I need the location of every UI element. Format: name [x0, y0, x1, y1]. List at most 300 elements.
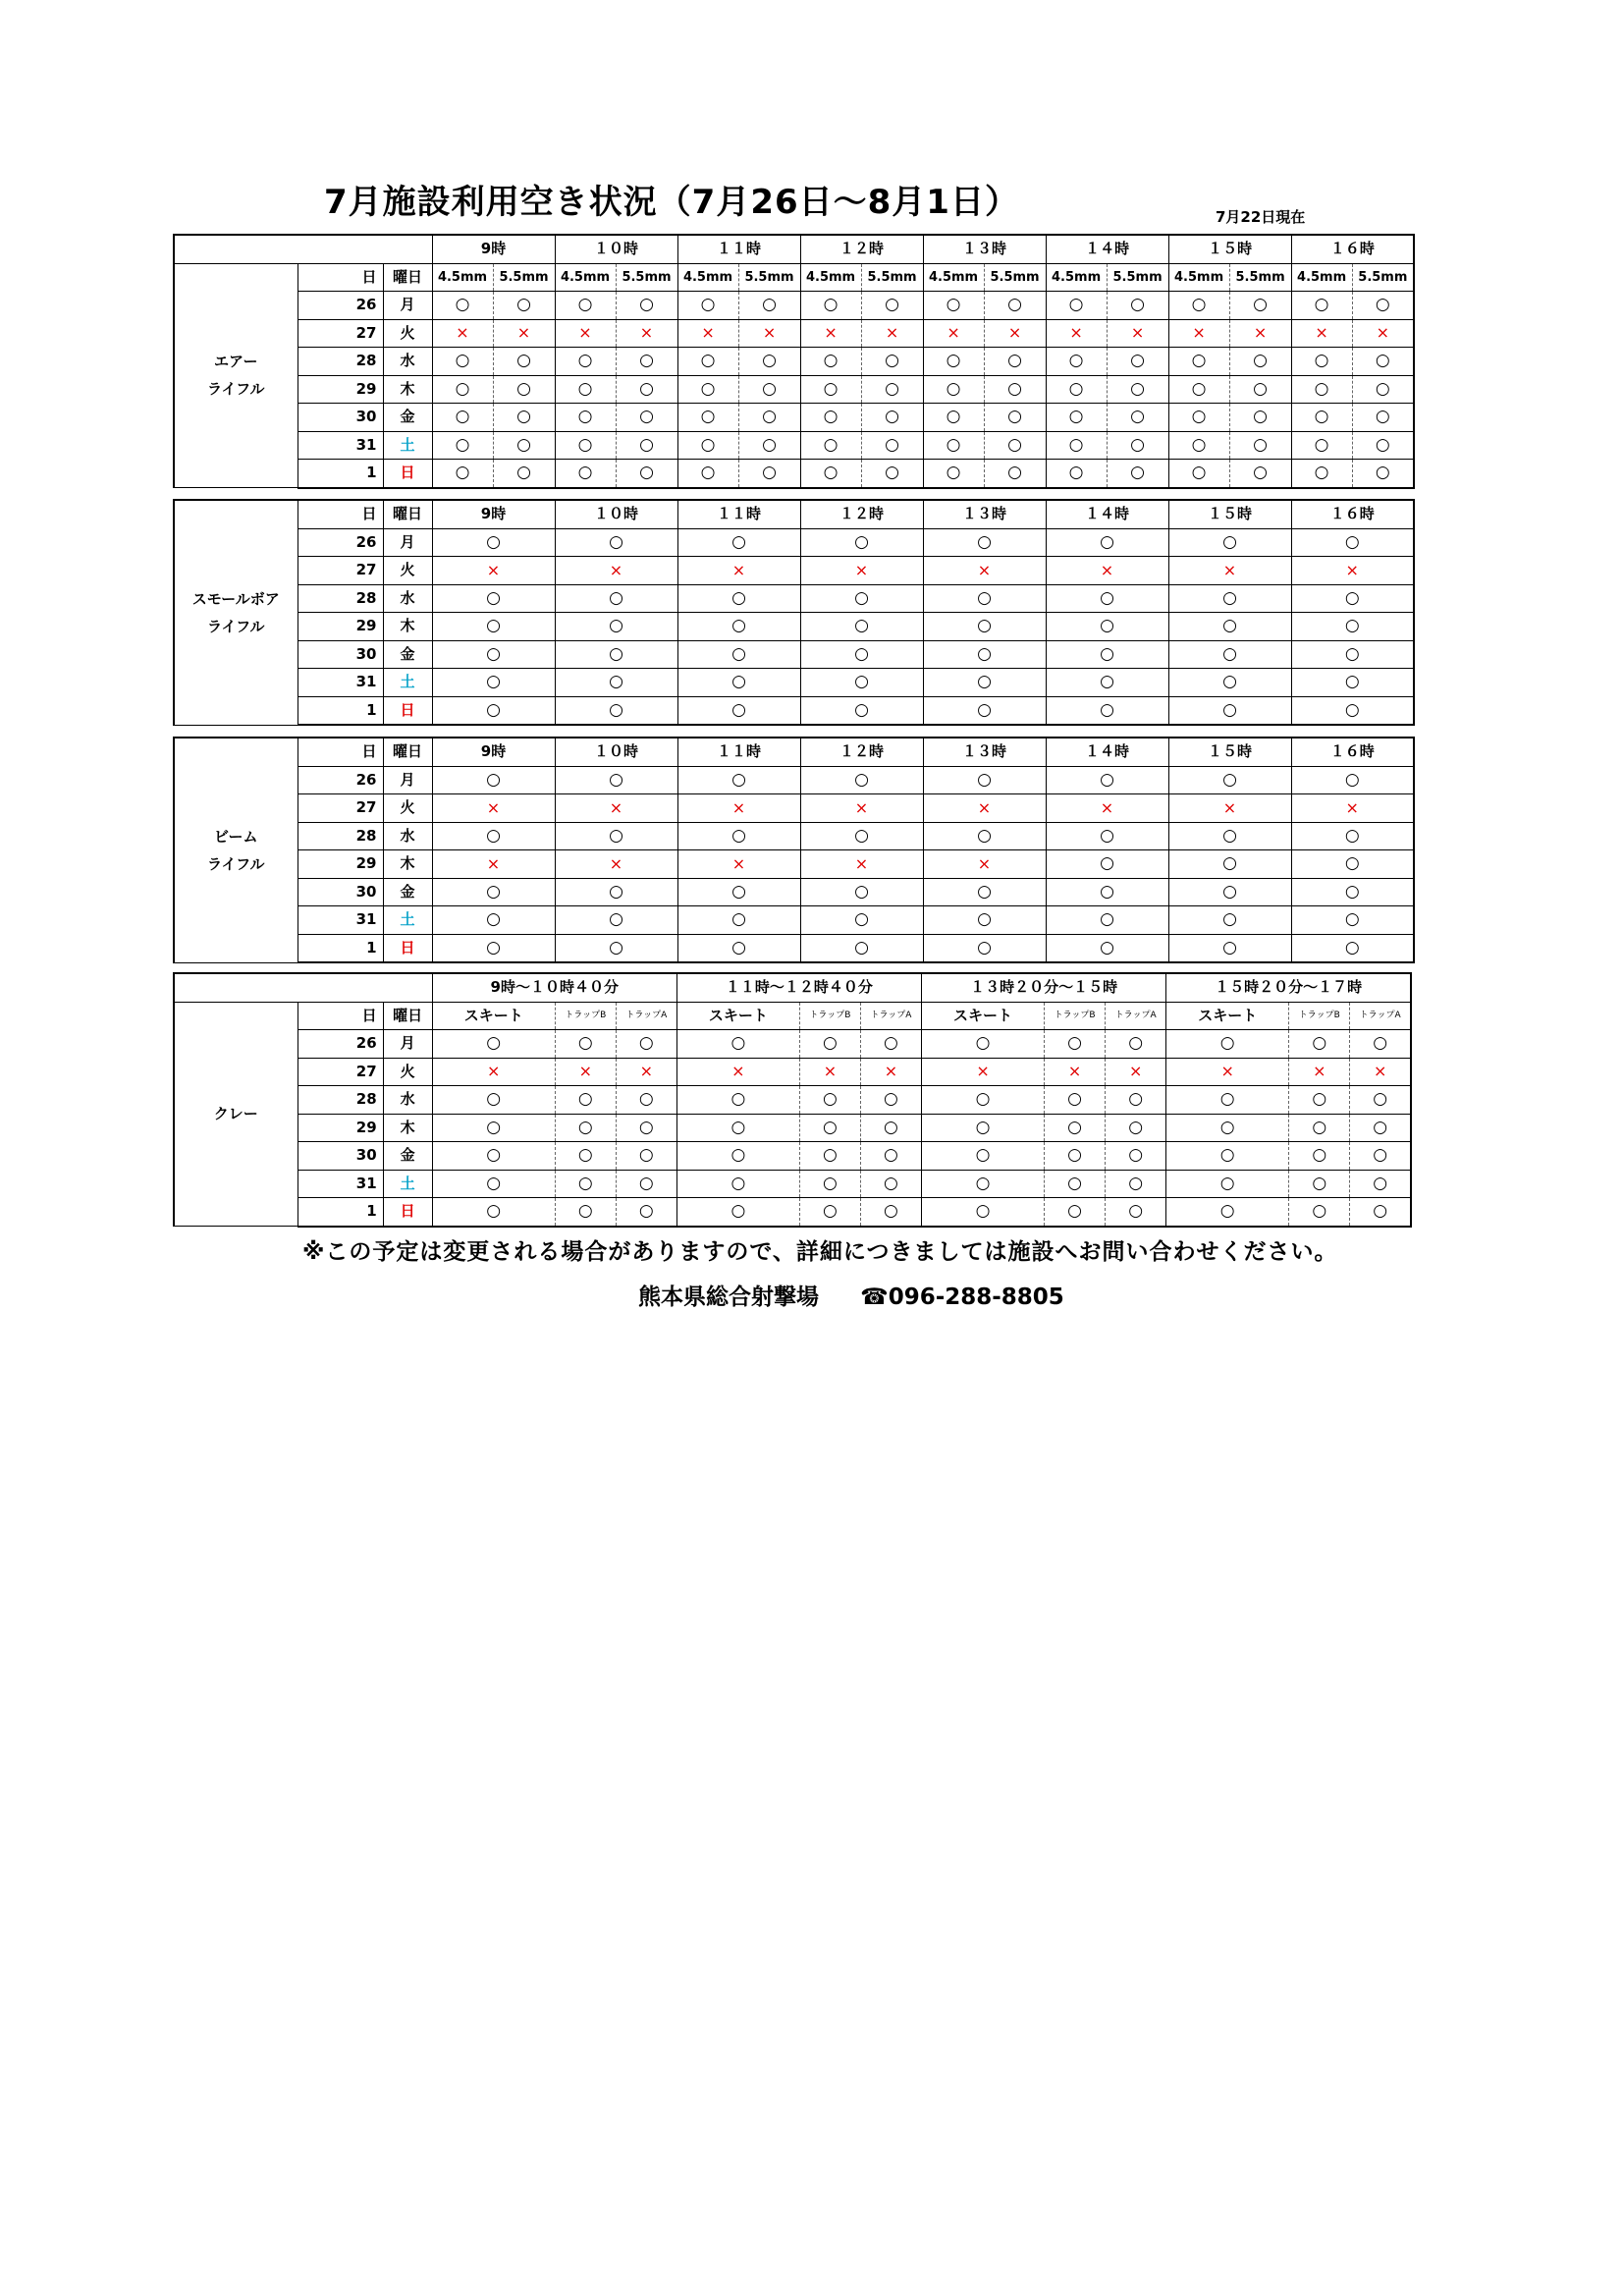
status-cell — [1046, 669, 1168, 697]
status-cell — [616, 319, 677, 348]
status-cell — [1291, 348, 1352, 376]
available-mark: ○ — [516, 351, 531, 371]
available-mark: ○ — [854, 531, 869, 552]
available-mark: ○ — [516, 434, 531, 455]
status-cell — [1289, 1142, 1350, 1171]
status-cell — [1291, 528, 1414, 557]
weekday-cell: 土 — [383, 906, 432, 935]
available-mark: ○ — [486, 1033, 502, 1054]
status-cell — [984, 404, 1046, 432]
available-mark: ○ — [885, 434, 899, 455]
status-cell — [1291, 822, 1414, 850]
status-cell — [1291, 669, 1414, 697]
status-cell — [677, 319, 738, 348]
available-mark: ○ — [486, 937, 501, 957]
sub-column-header: 4.5mm — [1291, 263, 1352, 292]
available-mark: ○ — [638, 1089, 654, 1110]
status-cell — [677, 584, 800, 613]
date-cell: 26 — [298, 528, 383, 557]
status-cell — [1229, 348, 1291, 376]
status-cell — [800, 822, 923, 850]
available-mark: ○ — [1253, 295, 1268, 315]
status-cell — [555, 460, 616, 488]
status-cell — [1289, 1058, 1350, 1086]
status-cell — [1350, 1198, 1411, 1227]
sub-column-header: 5.5mm — [984, 263, 1046, 292]
available-mark: ○ — [1100, 587, 1114, 608]
status-cell — [1046, 584, 1168, 613]
status-cell — [1229, 319, 1291, 348]
status-cell — [923, 292, 984, 320]
unavailable-mark: × — [1315, 323, 1328, 343]
available-mark: ○ — [1068, 434, 1084, 455]
available-mark: ○ — [885, 463, 899, 483]
available-mark: ○ — [1128, 1033, 1144, 1054]
status-cell — [1166, 1058, 1289, 1086]
unavailable-mark: × — [854, 560, 869, 579]
available-mark: ○ — [1130, 378, 1145, 399]
date-cell: 29 — [298, 375, 383, 404]
available-mark: ○ — [1344, 825, 1360, 846]
unavailable-mark: × — [823, 1062, 838, 1081]
available-mark: ○ — [1375, 378, 1390, 399]
available-mark: ○ — [1344, 937, 1360, 957]
status-cell — [1046, 878, 1168, 906]
available-mark: ○ — [1219, 1145, 1235, 1166]
available-mark: ○ — [1100, 881, 1114, 902]
available-mark: ○ — [1314, 434, 1329, 455]
status-cell — [799, 1114, 860, 1142]
status-cell — [922, 1198, 1045, 1227]
sub-column-header: スキート — [432, 1002, 555, 1030]
available-mark: ○ — [1373, 1117, 1388, 1137]
status-cell — [432, 878, 555, 906]
available-mark: ○ — [975, 1089, 991, 1110]
date-cell: 30 — [298, 640, 383, 669]
status-cell — [861, 431, 923, 460]
available-mark: ○ — [486, 881, 501, 902]
available-mark: ○ — [1373, 1145, 1388, 1166]
available-mark: ○ — [1222, 937, 1237, 957]
available-mark: ○ — [486, 616, 501, 636]
available-mark: ○ — [1100, 825, 1114, 846]
unavailable-mark: × — [487, 1062, 501, 1081]
status-cell — [1168, 822, 1291, 850]
hour-header: １５時 — [1168, 738, 1291, 766]
available-mark: ○ — [1344, 587, 1360, 608]
status-cell — [1046, 557, 1168, 585]
status-cell — [799, 1086, 860, 1115]
status-cell — [860, 1030, 921, 1059]
hour-header: １０時 — [555, 235, 677, 263]
available-mark: ○ — [731, 937, 746, 957]
status-cell — [800, 906, 923, 935]
status-cell — [1291, 584, 1414, 613]
sub-column-header: トラップB — [799, 1002, 860, 1030]
unavailable-mark: × — [578, 1062, 592, 1081]
available-mark: ○ — [486, 1089, 502, 1110]
hour-header: １６時 — [1291, 738, 1414, 766]
status-cell — [860, 1170, 921, 1198]
available-mark: ○ — [1219, 1201, 1235, 1222]
available-mark: ○ — [638, 1173, 654, 1193]
status-cell — [677, 906, 800, 935]
available-mark: ○ — [1067, 1117, 1083, 1137]
available-mark: ○ — [977, 769, 992, 790]
status-cell — [677, 460, 738, 488]
available-mark: ○ — [731, 643, 746, 664]
status-cell — [555, 822, 677, 850]
available-mark: ○ — [885, 351, 899, 371]
section-label: エアー ライフル — [174, 263, 298, 488]
status-cell — [923, 878, 1046, 906]
hour-header: １５時 — [1168, 235, 1291, 263]
status-cell — [1046, 528, 1168, 557]
available-mark: ○ — [1253, 463, 1268, 483]
status-cell — [738, 460, 800, 488]
available-mark: ○ — [1312, 1089, 1327, 1110]
available-mark: ○ — [854, 699, 869, 720]
status-cell — [616, 1058, 676, 1086]
status-cell — [432, 696, 555, 725]
hour-header: 9時 — [432, 738, 555, 766]
hour-header: １５時 — [1168, 500, 1291, 528]
status-cell — [1291, 906, 1414, 935]
status-cell — [923, 319, 984, 348]
status-cell — [493, 460, 555, 488]
available-mark: ○ — [700, 407, 716, 427]
available-mark: ○ — [1130, 295, 1145, 315]
available-mark: ○ — [884, 1201, 898, 1222]
as-of-date: 7月22日現在 — [1216, 208, 1306, 226]
weekday-cell: 木 — [383, 1114, 432, 1142]
weekday-cell: 土 — [383, 1170, 432, 1198]
sub-column-header: トラップB — [1289, 1002, 1350, 1030]
date-cell: 31 — [298, 906, 383, 935]
unavailable-mark: × — [731, 797, 746, 817]
unavailable-mark: × — [609, 853, 623, 873]
available-mark: ○ — [1100, 769, 1114, 790]
status-cell — [677, 404, 738, 432]
available-mark: ○ — [486, 909, 501, 930]
status-cell — [738, 348, 800, 376]
status-cell — [1229, 460, 1291, 488]
status-cell — [1229, 431, 1291, 460]
date-cell: 26 — [298, 292, 383, 320]
status-cell — [1166, 1030, 1289, 1059]
unavailable-mark: × — [731, 560, 746, 579]
date-cell: 27 — [298, 557, 383, 585]
unavailable-mark: × — [1345, 560, 1359, 579]
status-cell — [555, 431, 616, 460]
status-cell — [1046, 375, 1107, 404]
available-mark: ○ — [700, 378, 716, 399]
status-cell — [800, 460, 861, 488]
available-mark: ○ — [1344, 853, 1360, 874]
available-mark: ○ — [731, 587, 746, 608]
available-mark: ○ — [823, 463, 839, 483]
status-cell — [432, 375, 493, 404]
status-cell — [555, 584, 677, 613]
weekday-header: 曜日 — [383, 263, 432, 292]
available-mark: ○ — [823, 1201, 838, 1222]
available-mark: ○ — [1191, 463, 1207, 483]
status-cell — [1291, 460, 1352, 488]
status-cell — [800, 640, 923, 669]
available-mark: ○ — [1130, 463, 1145, 483]
available-mark: ○ — [977, 881, 992, 902]
status-cell — [860, 1198, 921, 1227]
available-mark: ○ — [884, 1033, 898, 1054]
weekday-cell: 水 — [383, 822, 432, 850]
available-mark: ○ — [1222, 531, 1237, 552]
weekday-cell: 月 — [383, 292, 432, 320]
available-mark: ○ — [455, 407, 470, 427]
date-cell: 29 — [298, 613, 383, 641]
hour-header: １０時 — [555, 500, 677, 528]
status-cell — [432, 557, 555, 585]
status-cell — [432, 906, 555, 935]
unavailable-mark: × — [731, 853, 746, 873]
hour-header: １４時 — [1046, 235, 1168, 263]
unavailable-mark: × — [977, 560, 992, 579]
available-mark: ○ — [1219, 1173, 1235, 1193]
status-cell — [677, 669, 800, 697]
status-cell — [800, 584, 923, 613]
available-mark: ○ — [639, 378, 654, 399]
status-cell — [923, 906, 1046, 935]
available-mark: ○ — [577, 1117, 593, 1137]
status-cell — [677, 528, 800, 557]
status-cell — [861, 375, 923, 404]
status-cell — [1291, 934, 1414, 962]
status-cell — [1045, 1170, 1106, 1198]
available-mark: ○ — [577, 463, 593, 483]
sub-column-header: 5.5mm — [1352, 263, 1414, 292]
sub-column-header: トラップB — [555, 1002, 616, 1030]
hour-header: １６時 — [1291, 500, 1414, 528]
status-cell — [616, 348, 677, 376]
status-cell — [1106, 1198, 1166, 1227]
date-cell: 29 — [298, 1114, 383, 1142]
status-cell — [1046, 696, 1168, 725]
available-mark: ○ — [762, 463, 777, 483]
status-cell — [861, 292, 923, 320]
available-mark: ○ — [1253, 378, 1268, 399]
available-mark: ○ — [639, 463, 654, 483]
available-mark: ○ — [1067, 1173, 1083, 1193]
status-cell — [800, 878, 923, 906]
status-cell — [432, 1142, 555, 1171]
status-cell — [616, 404, 677, 432]
available-mark: ○ — [1219, 1033, 1235, 1054]
status-cell — [923, 696, 1046, 725]
available-mark: ○ — [975, 1173, 991, 1193]
available-mark: ○ — [884, 1145, 898, 1166]
status-cell — [923, 404, 984, 432]
available-mark: ○ — [609, 825, 623, 846]
unavailable-mark: × — [1313, 1062, 1326, 1081]
weekday-cell: 土 — [383, 669, 432, 697]
status-cell — [922, 1114, 1045, 1142]
unavailable-mark: × — [1253, 323, 1268, 343]
unavailable-mark: × — [762, 323, 777, 343]
available-mark: ○ — [609, 531, 623, 552]
status-cell — [555, 557, 677, 585]
weekday-cell: 木 — [383, 375, 432, 404]
status-cell — [616, 1142, 676, 1171]
status-cell — [677, 557, 800, 585]
status-cell — [432, 431, 493, 460]
status-cell — [1289, 1198, 1350, 1227]
status-cell — [432, 766, 555, 794]
status-cell — [555, 375, 616, 404]
status-cell — [984, 292, 1046, 320]
weekday-cell: 月 — [383, 766, 432, 794]
available-mark: ○ — [977, 531, 992, 552]
available-mark: ○ — [1375, 295, 1390, 315]
date-cell: 28 — [298, 348, 383, 376]
status-cell — [616, 1086, 676, 1115]
available-mark: ○ — [1222, 699, 1237, 720]
status-cell — [922, 1058, 1045, 1086]
available-mark: ○ — [1128, 1117, 1144, 1137]
available-mark: ○ — [854, 909, 869, 930]
status-cell — [555, 1170, 616, 1198]
status-cell — [1168, 292, 1229, 320]
available-mark: ○ — [1007, 463, 1022, 483]
available-mark: ○ — [762, 407, 777, 427]
status-cell — [555, 1030, 616, 1059]
status-cell — [923, 557, 1046, 585]
hour-header: １２時 — [800, 500, 923, 528]
status-cell — [800, 528, 923, 557]
status-cell — [676, 1114, 799, 1142]
available-mark: ○ — [1222, 643, 1237, 664]
facility-name: 熊本県総合射撃場 — [638, 1285, 819, 1310]
available-mark: ○ — [1067, 1033, 1083, 1054]
available-mark: ○ — [516, 378, 531, 399]
available-mark: ○ — [638, 1117, 654, 1137]
available-mark: ○ — [762, 295, 777, 315]
status-cell — [493, 404, 555, 432]
hour-header: １２時 — [800, 738, 923, 766]
available-mark: ○ — [639, 407, 654, 427]
unavailable-mark: × — [947, 323, 960, 343]
available-mark: ○ — [486, 1201, 502, 1222]
sub-column-header: スキート — [1166, 1002, 1289, 1030]
status-cell — [1168, 794, 1291, 823]
status-cell — [1166, 1170, 1289, 1198]
available-mark: ○ — [455, 463, 470, 483]
status-cell — [1229, 375, 1291, 404]
status-cell — [1046, 613, 1168, 641]
status-cell — [432, 1086, 555, 1115]
unavailable-mark: × — [1130, 323, 1145, 343]
section-label: ビーム ライフル — [174, 738, 298, 962]
status-cell — [676, 1142, 799, 1171]
available-mark: ○ — [1344, 643, 1360, 664]
hour-header: １３時 — [923, 235, 1046, 263]
status-cell — [616, 431, 677, 460]
status-cell — [1168, 640, 1291, 669]
status-cell — [1291, 640, 1414, 669]
status-cell — [555, 1142, 616, 1171]
status-cell — [1350, 1030, 1411, 1059]
status-cell — [555, 850, 677, 879]
status-cell — [923, 669, 1046, 697]
sub-column-header: 4.5mm — [432, 263, 493, 292]
status-cell — [555, 1058, 616, 1086]
status-cell — [555, 766, 677, 794]
date-cell: 30 — [298, 878, 383, 906]
available-mark: ○ — [977, 937, 992, 957]
available-mark: ○ — [1068, 463, 1084, 483]
available-mark: ○ — [609, 937, 623, 957]
available-mark: ○ — [1067, 1145, 1083, 1166]
status-cell — [861, 348, 923, 376]
available-mark: ○ — [823, 434, 839, 455]
available-mark: ○ — [516, 463, 531, 483]
date-cell: 30 — [298, 404, 383, 432]
status-cell — [1107, 348, 1168, 376]
weekday-cell: 水 — [383, 1086, 432, 1115]
status-cell — [1291, 613, 1414, 641]
status-cell — [1229, 404, 1291, 432]
unavailable-mark: × — [976, 1062, 990, 1081]
available-mark: ○ — [1191, 295, 1207, 315]
unavailable-mark: × — [609, 560, 623, 579]
status-cell — [923, 766, 1046, 794]
available-mark: ○ — [455, 351, 470, 371]
unavailable-mark: × — [1376, 323, 1390, 343]
sub-column-header: 5.5mm — [1229, 263, 1291, 292]
available-mark: ○ — [486, 531, 501, 552]
weekday-cell: 火 — [383, 1058, 432, 1086]
hour-header: １４時 — [1046, 500, 1168, 528]
available-mark: ○ — [731, 699, 746, 720]
available-mark: ○ — [1100, 616, 1114, 636]
status-cell — [1168, 348, 1229, 376]
sub-column-header: 4.5mm — [1168, 263, 1229, 292]
available-mark: ○ — [1344, 531, 1360, 552]
hour-header: 9時 — [432, 500, 555, 528]
blank-header — [174, 973, 432, 1002]
status-cell — [1291, 878, 1414, 906]
available-mark: ○ — [1222, 825, 1237, 846]
weekday-cell: 金 — [383, 640, 432, 669]
sub-column-header: トラップB — [1045, 1002, 1106, 1030]
status-cell — [432, 934, 555, 962]
status-cell — [432, 1058, 555, 1086]
status-cell — [677, 850, 800, 879]
status-cell — [800, 850, 923, 879]
sub-column-header: 4.5mm — [923, 263, 984, 292]
available-mark: ○ — [638, 1201, 654, 1222]
date-cell: 1 — [298, 460, 383, 488]
status-cell — [432, 584, 555, 613]
status-cell — [923, 613, 1046, 641]
status-cell — [1107, 460, 1168, 488]
schedule-table-air — [173, 234, 1415, 489]
available-mark: ○ — [1130, 434, 1145, 455]
status-cell — [432, 640, 555, 669]
date-cell: 27 — [298, 1058, 383, 1086]
status-cell — [1046, 934, 1168, 962]
section-label: クレー — [174, 1002, 298, 1227]
status-cell — [800, 348, 861, 376]
available-mark: ○ — [577, 1201, 593, 1222]
